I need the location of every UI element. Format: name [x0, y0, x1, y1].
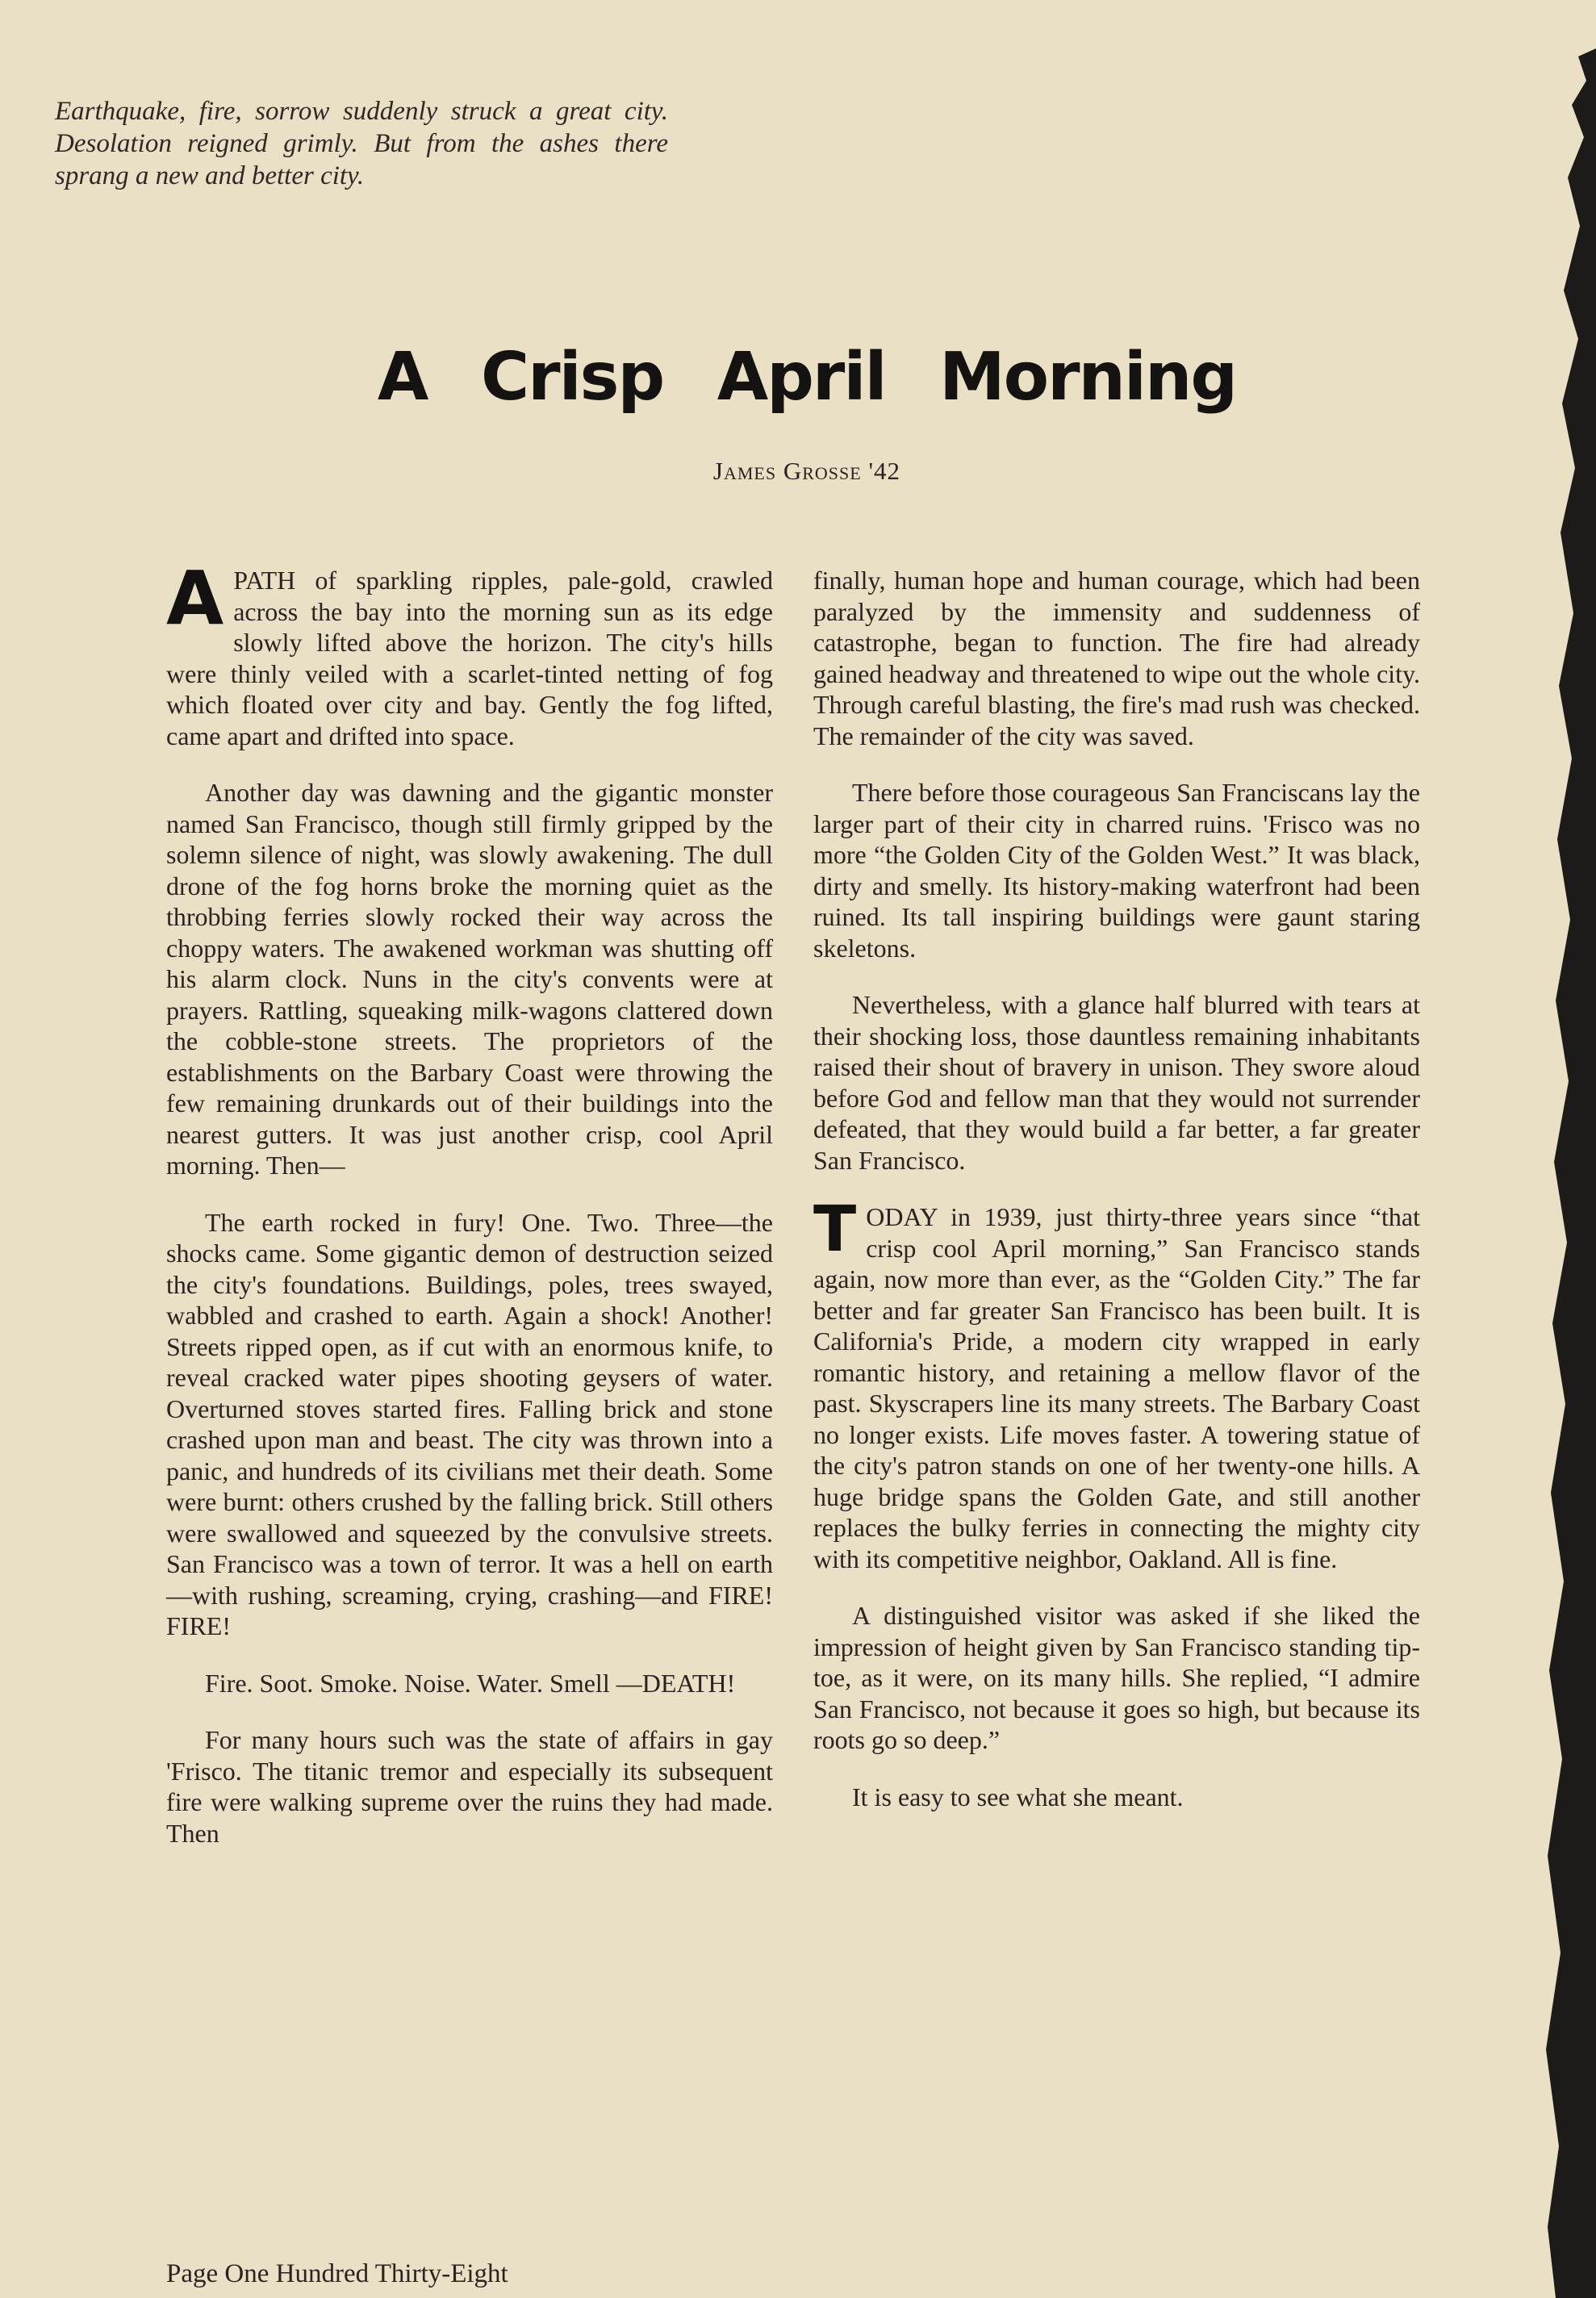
- paragraph: For many hours such was the state of affairs in gay 'Frisco. The titanic tremor and especially its subsequent fire were walking supreme over the ruins they had made. Then: [166, 1725, 773, 1848]
- title-word: Crisp: [480, 339, 664, 416]
- right-column: [813, 565, 1420, 1838]
- article-title: [0, 339, 1596, 416]
- paragraph: [166, 555, 773, 751]
- paragraph: It is easy to see what she meant.: [852, 1782, 1184, 1811]
- paragraph: The earth rocked in fury! One. Two. Three—the shocks came. Some gigantic demon of destruction seized the city's foundations. Buildings, poles, trees swayed, wabbled and crashed to earth. Again a shock! Another! Streets ripped open, as if cut with an enormous knife, to reveal cracked water pipes shooting geysers of water. Overturned stoves started fires. Falling brick and stone crashed upon man and beast. The city was thrown into a panic, and hundreds of its civilians met their death. Some were burnt: others crushed by the falling brick. Still others were swallowed and squeezed by the convulsive streets. San Francisco was a town of terror. It was a hell on earth—with rushing, screaming, crying, crashing—and FIRE! FIRE!: [166, 1207, 773, 1640]
- paragraph: There before those courageous San Franciscans lay the larger part of their city in charred ruins. 'Frisco was no more “the Golden City of the Golden West.” It was black, dirty and smelly. Its history-making waterfront had been ruined. Its tall inspiring buildings were gaunt staring skeletons.: [813, 778, 1420, 963]
- paragraph-text: ODAY in 1939, just thirty-three years since “that crisp cool April morning,” San Francisco stands again, now more than ever, as the “Golden City.” The far better and far greater San Francisco has been built. It is California's Pride, a modern city wrapped in early romantic history, and retaining a mellow flavor of the past. Skyscrapers line its many streets. The Barbary Coast no longer exists. Life moves faster. A towering statue of the city's patron stands on one of her twenty-one hills. A huge bridge spans the Golden Gate, and still another replaces the bulky ferries in connecting the mighty city with its competitive neighbor, Oakland. All is fine.: [813, 1202, 1420, 1573]
- drop-cap: T: [813, 1193, 857, 1266]
- paragraph: [813, 1193, 1420, 1574]
- author-byline: James Grosse '42: [712, 457, 901, 485]
- paragraph: Another day was dawning and the gigantic monster named San Francisco, though still firmly gripped by the solemn silence of night, was slowly awakening. The dull drone of the fog horns broke the morning quiet as the throbbing ferries slowly rocked their way across the choppy waters. The awakened workman was shutting off his alarm clock. Nuns in the city's convents were at prayers. Rattling, squeaking milk-wagons clattered down the cobble-stone streets. The proprietors of the establishments on the Barbary Coast were throwing the few remaining drunkards out of their buildings into the nearest gutters. It was just another crisp, cool April morning. Then—: [166, 778, 773, 1180]
- paragraph: Nevertheless, with a glance half blurred with tears at their shocking loss, those dauntless remaining inhabitants raised their shout of bravery in unison. They swore aloud before God and fellow man that they would not surrender defeated, that they would build a far better, a far greater San Francisco.: [813, 990, 1420, 1175]
- left-column: [166, 555, 773, 1874]
- title-word: April: [717, 339, 886, 416]
- paragraph-text: PATH of sparkling ripples, pale-gold, crawled across the bay into the morning sun as its edge slowly lifted above the horizon. The city's hills were thinly veiled with a scarlet-tinted netting of fog which floated over city and bay. Gently the fog lifted, came apart and drifted into space.: [166, 566, 773, 750]
- title-word: A: [377, 339, 428, 416]
- drop-cap: A: [166, 555, 224, 641]
- title-word: Morning: [939, 339, 1237, 416]
- paragraph: Fire. Soot. Smoke. Noise. Water. Smell —DEATH!: [205, 1668, 736, 1698]
- paragraph: finally, human hope and human courage, which had been paralyzed by the immensity and suddenness of catastrophe, began to function. The fire had already gained headway and threatened to wipe out the whole city. Through careful blasting, the fire's mad rush was checked. The remainder of the city was saved.: [813, 566, 1420, 750]
- epigraph: Earthquake, fire, sorrow suddenly struck a great city. Desolation reigned grimly. But from the ashes there sprang a new and better city.: [55, 97, 668, 190]
- paragraph: A distinguished visitor was asked if she liked the impression of height given by San Francisco standing tip-toe, as it were, on its many hills. She replied, “I admire San Francisco, not because it goes so high, but because its roots go so deep.”: [813, 1601, 1420, 1754]
- page-number: Page One Hundred Thirty-Eight: [166, 2259, 508, 2288]
